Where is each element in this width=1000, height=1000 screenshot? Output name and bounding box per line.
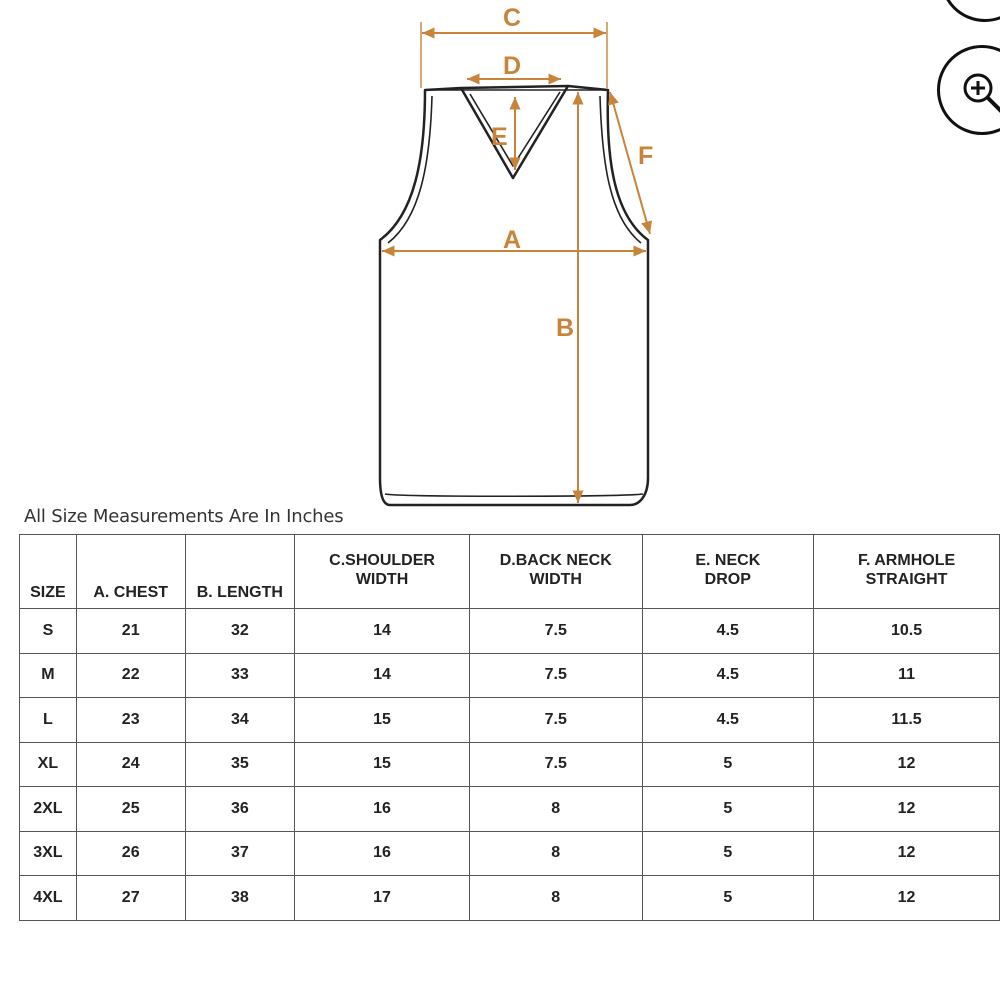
cell-shoulder-width: 14: [295, 609, 470, 654]
cell-neck-drop: 5: [642, 787, 814, 832]
cell-neck-drop: 4.5: [642, 698, 814, 743]
table-row: [20, 653, 1000, 698]
cell-length: 35: [185, 742, 294, 787]
cell-size: XL: [20, 742, 77, 787]
cell-shoulder-width: 16: [295, 787, 470, 832]
cell-chest: 27: [76, 876, 185, 921]
cell-armhole-straight: 10.5: [814, 609, 1000, 654]
table-row: [20, 742, 1000, 787]
cell-length: 37: [185, 831, 294, 876]
cell-length: 38: [185, 876, 294, 921]
label-d: D: [503, 52, 522, 80]
cell-size: L: [20, 698, 77, 743]
cell-chest: 25: [76, 787, 185, 832]
cell-back-neck-width: 8: [470, 876, 643, 921]
header-size: SIZE: [20, 535, 77, 609]
table-row: [20, 787, 1000, 832]
label-a: A: [503, 226, 522, 254]
cell-size: S: [20, 609, 77, 654]
cell-armhole-straight: 12: [814, 742, 1000, 787]
label-f: F: [638, 142, 654, 170]
measurement-caption: All Size Measurements Are In Inches: [24, 506, 344, 527]
cell-neck-drop: 5: [642, 742, 814, 787]
cell-armhole-straight: 12: [814, 876, 1000, 921]
cell-size: 2XL: [20, 787, 77, 832]
cell-neck-drop: 4.5: [642, 653, 814, 698]
cell-size: 3XL: [20, 831, 77, 876]
table-row: [20, 876, 1000, 921]
table-header-row: [20, 535, 1000, 609]
cell-neck-drop: 5: [642, 831, 814, 876]
cell-back-neck-width: 7.5: [470, 742, 643, 787]
header-shoulder-width: C.SHOULDER WIDTH: [295, 535, 470, 609]
cell-shoulder-width: 16: [295, 831, 470, 876]
table-row: [20, 698, 1000, 743]
table-row: [20, 831, 1000, 876]
size-table: [19, 534, 1000, 921]
cell-size: 4XL: [20, 876, 77, 921]
cell-shoulder-width: 15: [295, 698, 470, 743]
cell-chest: 23: [76, 698, 185, 743]
cell-armhole-straight: 12: [814, 787, 1000, 832]
cell-neck-drop: 4.5: [642, 609, 814, 654]
cell-chest: 21: [76, 609, 185, 654]
label-e: E: [491, 123, 508, 151]
cell-armhole-straight: 11.5: [814, 698, 1000, 743]
zoom-in-icon: [960, 70, 1000, 120]
cell-shoulder-width: 14: [295, 653, 470, 698]
cell-back-neck-width: 8: [470, 831, 643, 876]
cell-chest: 26: [76, 831, 185, 876]
cell-length: 34: [185, 698, 294, 743]
cell-shoulder-width: 15: [295, 742, 470, 787]
cell-armhole-straight: 12: [814, 831, 1000, 876]
cell-back-neck-width: 7.5: [470, 609, 643, 654]
cell-back-neck-width: 7.5: [470, 698, 643, 743]
table-row: [20, 609, 1000, 654]
cell-length: 32: [185, 609, 294, 654]
cell-neck-drop: 5: [642, 876, 814, 921]
measurement-lines: [382, 22, 650, 503]
cell-chest: 24: [76, 742, 185, 787]
cell-length: 36: [185, 787, 294, 832]
header-neck-drop: E. NECK DROP: [642, 535, 814, 609]
header-back-neck-width: D.BACK NECK WIDTH: [470, 535, 643, 609]
cell-shoulder-width: 17: [295, 876, 470, 921]
cell-chest: 22: [76, 653, 185, 698]
header-chest: A. CHEST: [76, 535, 185, 609]
header-length: B. LENGTH: [185, 535, 294, 609]
cell-size: M: [20, 653, 77, 698]
cell-armhole-straight: 11: [814, 653, 1000, 698]
cell-length: 33: [185, 653, 294, 698]
label-c: C: [503, 4, 522, 32]
cell-back-neck-width: 8: [470, 787, 643, 832]
label-b: B: [556, 314, 575, 342]
header-armhole-straight: F. ARMHOLE STRAIGHT: [814, 535, 1000, 609]
cell-back-neck-width: 7.5: [470, 653, 643, 698]
